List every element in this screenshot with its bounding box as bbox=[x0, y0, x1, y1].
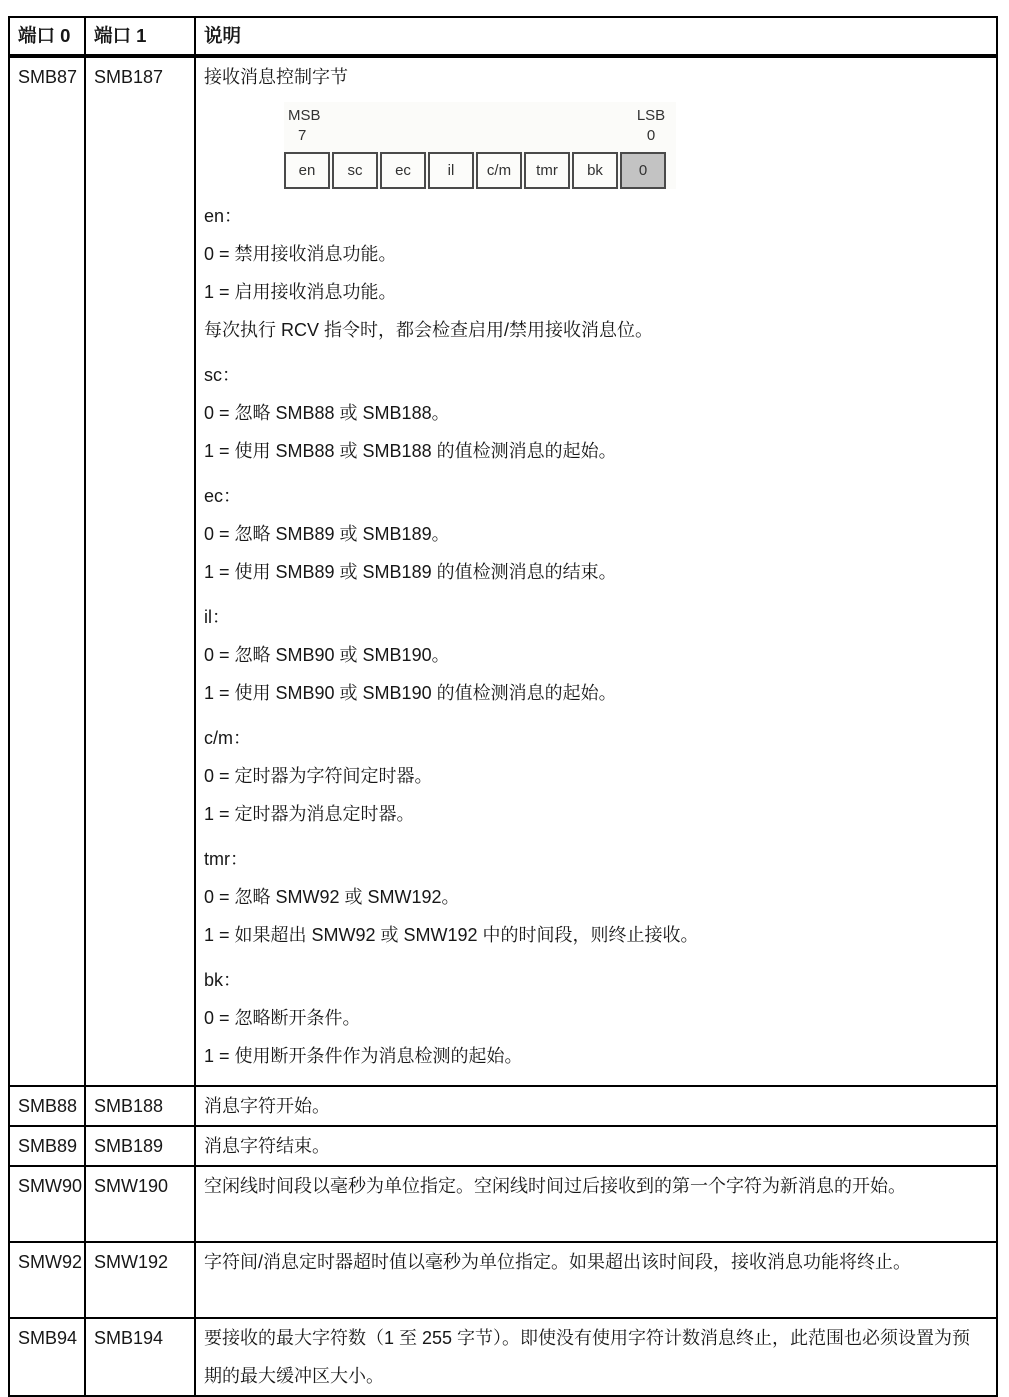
bit-diagram-labels bbox=[284, 102, 676, 152]
port0-cell: SMB94 bbox=[9, 1318, 85, 1396]
table-header-row bbox=[9, 17, 997, 56]
document-page bbox=[0, 16, 1009, 1386]
bit-description-line: 1 = 定时器为消息定时器。 bbox=[204, 804, 415, 824]
col-header-port1: 端口 1 bbox=[85, 17, 195, 56]
bit-description-line: 0 = 忽略 SMB89 或 SMB189。 bbox=[204, 524, 450, 544]
bit-description-line: 0 = 忽略 SMB90 或 SMB190。 bbox=[204, 645, 450, 665]
table-row-smw92 bbox=[9, 1242, 997, 1318]
port1-cell: SMB194 bbox=[85, 1318, 195, 1396]
bit-description-section bbox=[204, 598, 986, 712]
msb-label-group bbox=[288, 106, 321, 146]
bit-description-section bbox=[204, 840, 986, 954]
table-row-smw90 bbox=[9, 1166, 997, 1242]
bit-name-label: il： bbox=[204, 607, 230, 627]
description-title: 接收消息控制字节 bbox=[204, 67, 348, 87]
bit-description-line: 1 = 如果超出 SMW92 或 SMW192 中的时间段，则终止接收。 bbox=[204, 925, 699, 945]
receive-control-byte-diagram bbox=[284, 102, 676, 189]
bit-description-line: 1 = 启用接收消息功能。 bbox=[204, 282, 397, 302]
table-row-smb87 bbox=[9, 56, 997, 1086]
bit-name-label: c/m： bbox=[204, 728, 251, 748]
bit-description-section bbox=[204, 477, 986, 591]
port1-cell: SMW192 bbox=[85, 1242, 195, 1318]
bit-cell-bk: bk bbox=[572, 152, 618, 189]
receive-message-sm-table bbox=[8, 16, 998, 1397]
bit-name-label: bk： bbox=[204, 970, 242, 990]
bit-cell-il: il bbox=[428, 152, 474, 189]
port1-cell: SMB187 bbox=[85, 56, 195, 1086]
bit-description-line: 0 = 禁用接收消息功能。 bbox=[204, 244, 397, 264]
bit-cell-en: en bbox=[284, 152, 330, 189]
port0-cell: SMW92 bbox=[9, 1242, 85, 1318]
port0-cell: SMB89 bbox=[9, 1126, 85, 1166]
table-row-smb94 bbox=[9, 1318, 997, 1396]
bit-cell-ec: ec bbox=[380, 152, 426, 189]
lsb-label: LSB bbox=[636, 107, 666, 124]
port0-cell: SMW90 bbox=[9, 1166, 85, 1242]
bit-name-label: tmr： bbox=[204, 849, 248, 869]
bit-description-line: 0 = 忽略 SMW92 或 SMW192。 bbox=[204, 887, 460, 907]
description-cell: 要接收的最大字符数（1 至 255 字节）。即使没有使用字符计数消息终止，此范围也必须设置为预期的最大缓冲区大小。 bbox=[195, 1318, 997, 1396]
bit-description-line: 1 = 使用 SMB90 或 SMB190 的值检测消息的起始。 bbox=[204, 683, 617, 703]
bit-description-line: 1 = 使用断开条件作为消息检测的起始。 bbox=[204, 1046, 523, 1066]
bit-description-line: 每次执行 RCV 指令时，都会检查启用/禁用接收消息位。 bbox=[204, 320, 654, 340]
bit-cell-tmr: tmr bbox=[524, 152, 570, 189]
description-cell: 消息字符结束。 bbox=[195, 1126, 997, 1166]
port0-cell: SMB87 bbox=[9, 56, 85, 1086]
bit-description-line: 0 = 忽略断开条件。 bbox=[204, 1008, 361, 1028]
bit-description-section bbox=[204, 719, 986, 833]
msb-bit-number: 7 bbox=[298, 127, 307, 144]
bit-name-label: ec： bbox=[204, 486, 242, 506]
bit-cell-reserved-0: 0 bbox=[620, 152, 666, 189]
port1-cell: SMB188 bbox=[85, 1086, 195, 1126]
bit-cell-sc: sc bbox=[332, 152, 378, 189]
bit-description-section bbox=[204, 197, 986, 349]
lsb-label-group bbox=[634, 106, 668, 146]
bit-description-line: 0 = 定时器为字符间定时器。 bbox=[204, 766, 433, 786]
bit-name-label: en： bbox=[204, 206, 243, 226]
bit-cell-cm: c/m bbox=[476, 152, 522, 189]
port1-cell: SMW190 bbox=[85, 1166, 195, 1242]
port1-cell: SMB189 bbox=[85, 1126, 195, 1166]
bit-description-section bbox=[204, 961, 986, 1075]
lsb-bit-number: 0 bbox=[646, 127, 656, 144]
bit-description-line: 1 = 使用 SMB89 或 SMB189 的值检测消息的结束。 bbox=[204, 562, 617, 582]
col-header-port0: 端口 0 bbox=[9, 17, 85, 56]
msb-label: MSB bbox=[288, 107, 321, 124]
description-cell bbox=[195, 56, 997, 1086]
port0-cell: SMB88 bbox=[9, 1086, 85, 1126]
col-header-description: 说明 bbox=[195, 17, 997, 56]
description-cell: 消息字符开始。 bbox=[195, 1086, 997, 1126]
bit-description-line: 0 = 忽略 SMB88 或 SMB188。 bbox=[204, 403, 450, 423]
bit-description-section bbox=[204, 356, 986, 470]
table-row-smb88 bbox=[9, 1086, 997, 1126]
table-row-smb89 bbox=[9, 1126, 997, 1166]
bit-description-line: 1 = 使用 SMB88 或 SMB188 的值检测消息的起始。 bbox=[204, 441, 617, 461]
description-cell: 字符间/消息定时器超时值以毫秒为单位指定。如果超出该时间段，接收消息功能将终止。 bbox=[195, 1242, 997, 1318]
bit-name-label: sc： bbox=[204, 365, 240, 385]
description-cell: 空闲线时间段以毫秒为单位指定。空闲线时间过后接收到的第一个字符为新消息的开始。 bbox=[195, 1166, 997, 1242]
bit-description-sections bbox=[204, 197, 986, 1075]
bit-cell-row bbox=[284, 152, 676, 189]
